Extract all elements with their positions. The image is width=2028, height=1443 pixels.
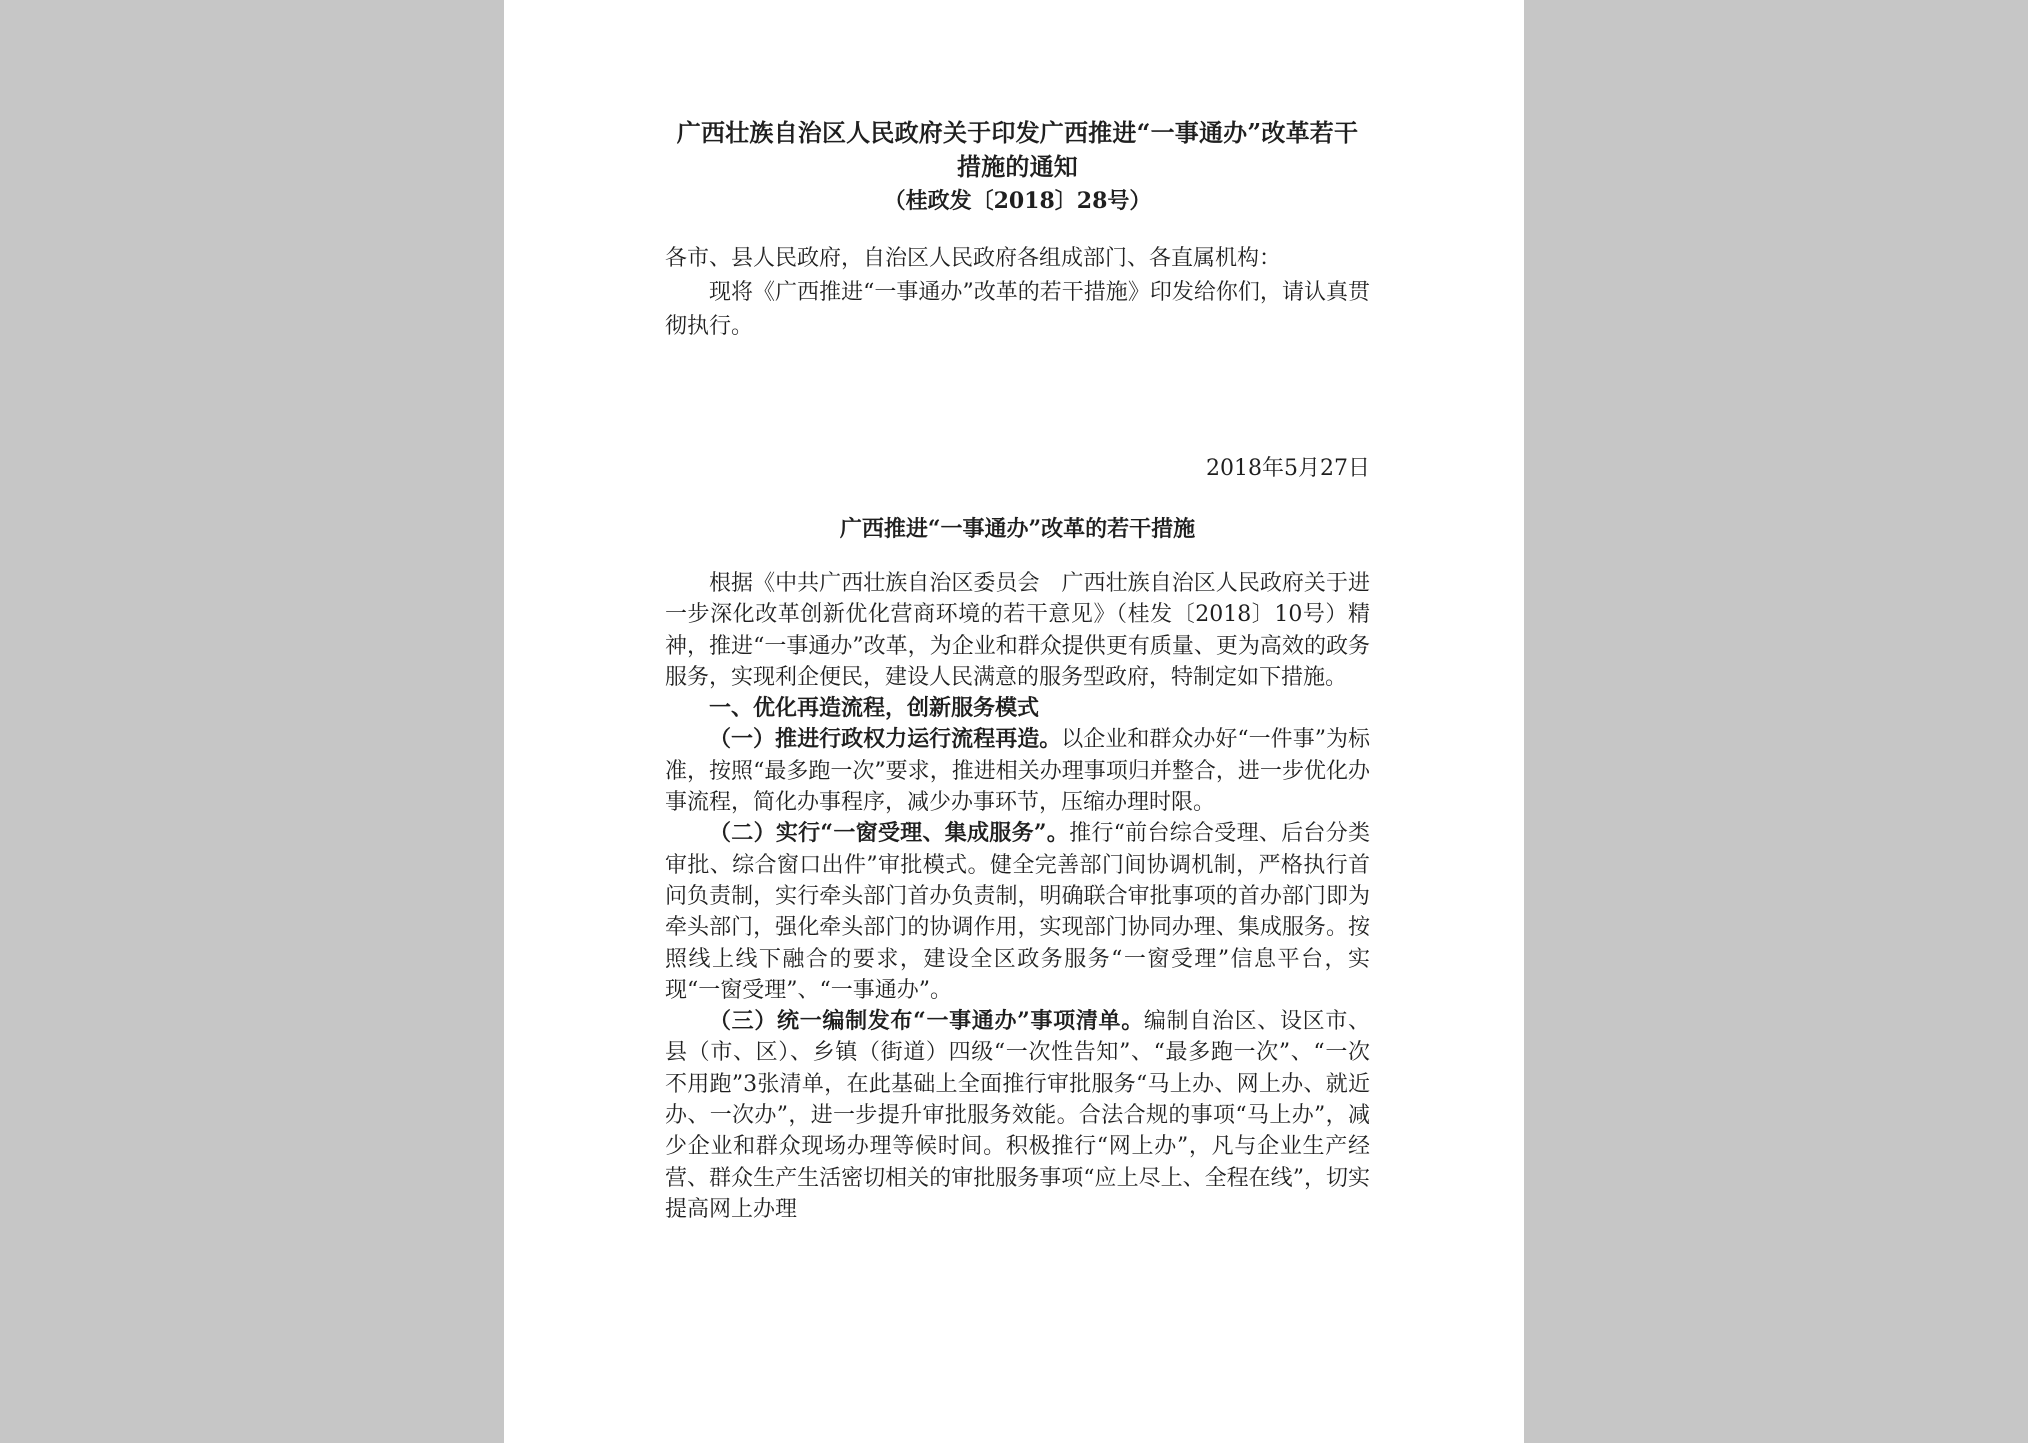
notice-title-line-1: 广西壮族自治区人民政府关于印发广西推进“一事通办”改革若干 [676,118,1359,147]
measure-item-text: 推行“前台综合受理、后台分类审批、综合窗口出件”审批模式。健全完善部门间协调机制，严格执行首问负责制，实行牵头部门首办负责制，明确联合审批事项的首办部门即为牵头部门，强化牵头部门的协调作用，实现部门协同办理、集成服务。按照线上线下融合的要求，建设全区政务服务“一窗受理”信息平台，实现“一窗受理”、“一事通办”。 [665,821,1370,1003]
measure-item-lead: （一）推进行政权力运行流程再造。 [709,726,1062,753]
notice-title-line-2: 措施的通知 [957,152,1078,181]
measures-title: 广西推进“一事通办”改革的若干措施 [839,516,1196,542]
addressee: 各市、县人民政府，自治区人民政府各组成部门、各直属机构： [665,246,1282,271]
measure-item-text: 以企业和群众办好“一件事”为标准，按照“最多跑一次”要求，推进相关办理事项归并整合，进一步优化办事流程，简化办事程序，减少办事环节，压缩办理时限。 [665,727,1370,816]
issue-date: 2018年5月27日 [1206,456,1370,481]
measure-item [665,724,1370,818]
measure-item-text: 编制自治区、设区市、县（市、区）、乡镇（街道）四级“一次性告知”、“最多跑一次”、“一次不用跑”3张清单，在此基础上全面推行审批服务“马上办、网上办、就近办、一次办”，进一步提升审批服务效能。合法合规的事项“马上办”，减少企业和群众现场办理等候时间。积极推行“网上办”，凡与企业生产经营、群众生产生活密切相关的审批服务事项“应上尽上、全程在线”，切实提高网上办理 [665,1009,1370,1222]
document-page [504,0,1524,1443]
document-number: （桂政发〔2018〕28号） [883,188,1152,214]
notice-body: 现将《广西推进“一事通办”改革的若干措施》印发给你们，请认真贯彻执行。 [665,280,1370,339]
measure-item-lead: （二）实行“一窗受理、集成服务”。 [709,820,1070,847]
measures-intro: 根据《中共广西壮族自治区委员会 广西壮族自治区人民政府关于进一步深化改革创新优化营商环境的若干意见》（桂发〔2018〕10号）精神，推进“一事通办”改革，为企业和群众提供更有质量、更为高效的政务服务，实现利企便民，建设人民满意的服务型政府，特制定如下措施。 [665,571,1370,690]
measure-item-lead: （三）统一编制发布“一事通办”事项清单。 [709,1008,1144,1035]
section-1-heading: 一、优化再造流程，创新服务模式 [709,695,1040,722]
page-content [665,116,1370,1225]
measure-item [665,818,1370,1006]
measure-item [665,1006,1370,1225]
